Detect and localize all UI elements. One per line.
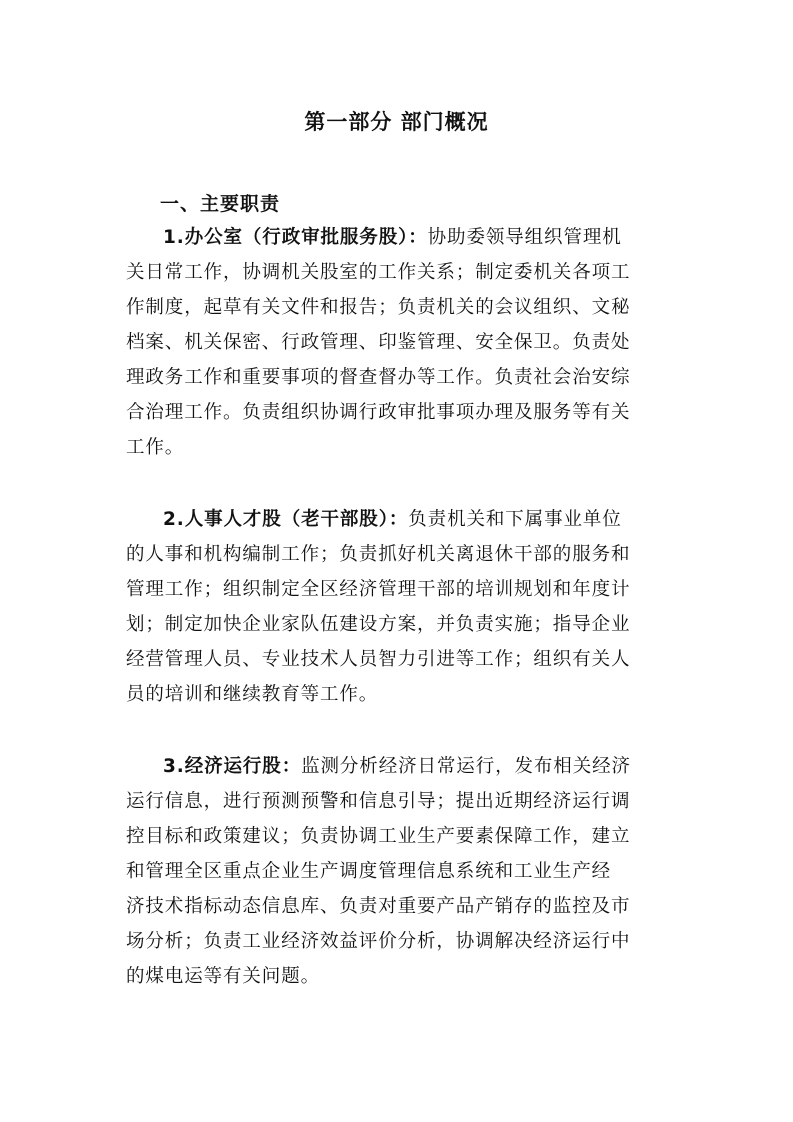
- paragraph-line: 工作。: [126, 437, 185, 458]
- duty-economic-operation: [126, 749, 674, 994]
- paragraph-line: 经营管理人员、专业技术人员智力引进等工作；组织有关人: [126, 649, 631, 670]
- duty-title: 2.人事人才股（老干部股）：: [163, 509, 409, 530]
- page-title: 第一部分 部门概况: [304, 110, 489, 134]
- duty-office: [126, 220, 674, 465]
- paragraph-line: 控目标和政策建议；负责协调工业生产要素保障工作，建立: [126, 826, 631, 847]
- paragraph-line: 合治理工作。负责组织协调行政审批事项办理及服务等有关: [126, 402, 631, 423]
- paragraph-line: [126, 502, 674, 537]
- duty-title: 1.办公室（行政审批服务股）：: [163, 227, 428, 248]
- paragraph-line: [126, 749, 674, 784]
- paragraph-line: 运行信息，进行预测预警和信息引导；提出近期经济运行调: [126, 791, 631, 812]
- paragraph-line: 理政务工作和重要事项的督查督办等工作。负责社会治安综: [126, 367, 631, 388]
- paragraph-line: 划；制定加快企业家队伍建设方案，并负责实施；指导企业: [126, 614, 631, 635]
- paragraph-line: 作制度，起草有关文件和报告；负责机关的会议组织、文秘: [126, 297, 631, 318]
- section-heading: 一、主要职责: [160, 193, 281, 215]
- paragraph-line: 场分析；负责工业经济效益评价分析，协调解决经济运行中: [126, 931, 631, 952]
- paragraph-line: 管理工作；组织制定全区经济管理干部的培训规划和年度计: [126, 579, 631, 600]
- paragraph-line: [126, 220, 674, 255]
- paragraph-line: 和管理全区重点企业生产调度管理信息系统和工业生产经: [126, 861, 612, 882]
- paragraph-line: 关日常工作，协调机关股室的工作关系；制定委机关各项工: [126, 262, 631, 283]
- paragraph-line: 的煤电运等有关问题。: [126, 966, 321, 987]
- duty-title: 3.经济运行股：: [163, 756, 302, 777]
- paragraph-line: 员的培训和继续教育等工作。: [126, 684, 379, 705]
- paragraph-line: 档案、机关保密、行政管理、印鉴管理、安全保卫。负责处: [126, 332, 631, 353]
- duty-personnel: [126, 502, 674, 712]
- paragraph-line: 的人事和机构编制工作；负责抓好机关离退休干部的服务和: [126, 544, 631, 565]
- duty-text: 监测分析经济日常运行，发布相关经济: [301, 756, 631, 777]
- duty-text: 协助委领导组织管理机: [427, 227, 622, 248]
- duty-text: 负责机关和下属事业单位: [408, 509, 622, 530]
- paragraph-line: 济技术指标动态信息库、负责对重要产品产销存的监控及市: [126, 896, 631, 917]
